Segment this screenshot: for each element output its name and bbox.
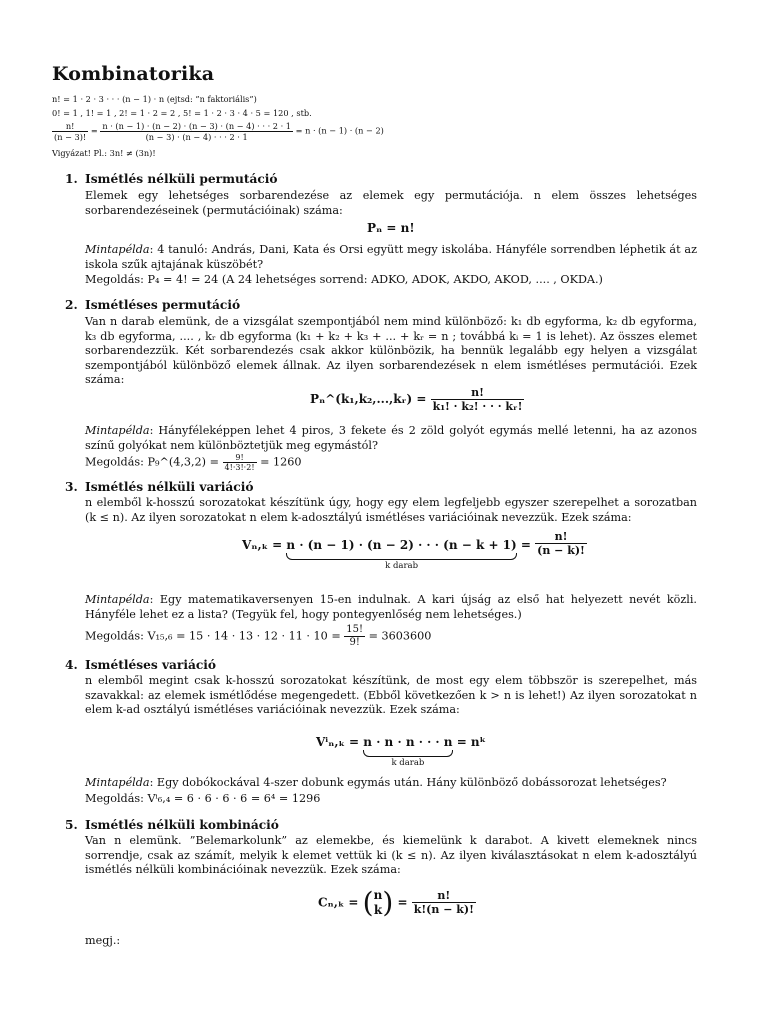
section-2-heading: 2. Ismétléses permutáció — [65, 298, 241, 312]
section-1-formula: Pₙ = n! — [367, 221, 415, 235]
section-5-formula: Cₙ,ₖ = ( n k ) = $\frac{n!}{k!(n - k)!}$ — [318, 886, 474, 919]
section-5-text: Van n elemünk. ”Belemarkolunk” az elemekbe, és kiemelünk k darabot. A kivett elemeknek nincs sorrendje, csak az számít, melyik k elemet vettük ki (k ≤ n). Az ilyen kiválasztásokat n elem k-adosztályú ismétlés nélküli kombinációinak nevezzük. Ezek száma: — [85, 834, 697, 877]
section-5-note: megj.: — [85, 934, 121, 947]
section-4-text: n elemből megint csak k-hosszú sorozatokat készítünk, de most egy elem többször is szerepelhet, más szavakkal: az elemek ismétlődése megengedett. (Ebből következően k > n is lehet!) Az ilyen sorozatokat n elem k-ad osztályú ismétléses variációinak nevezzük. Ezek száma: — [85, 674, 697, 717]
section-1-text: Elemek egy lehetséges sorbarendezése az elemek egy permutációja. n elem összes lehetséges sorbarendezéseinek (permutációinak) száma: — [85, 189, 697, 217]
section-2-example: Mintapélda: Hányféleképpen lehet 4 piros, 3 fekete és 2 zöld golyót egymás mellé letenni, ha az azonos színű golyókat nem különböztetjük meg egymástól? — [85, 424, 697, 452]
section-2-formula: Pₙ^(k₁,k₂,...,kᵣ) = $\frac{n!}{\text{k₁! · k₂! · · · kᵣ!}}$ — [310, 386, 523, 413]
section-5-heading: 5. Ismétlés nélküli kombináció — [65, 818, 279, 832]
section-1-example: Mintapélda: 4 tanuló: András, Dani, Kata és Orsi együtt megy iskolába. Hányféle sorrendben léphetik át az iskola szűk ajtajának küszöbét? — [85, 243, 697, 271]
section-4-formula: Vⁱₙ,ₖ = n · n · n · · · n k darab = nᵏ — [316, 735, 486, 768]
section-3-heading: 3. Ismétlés nélküli variáció — [65, 480, 254, 494]
section-3-solution: Megoldás: V₁₅,₆ = 15 · 14 · 13 · 12 · 11 · 10 = $\frac{15!}{9!}$ = 3603600 — [85, 624, 432, 648]
fraction-lhs: $\frac{n!}{(n - 3)!}$ — [54, 121, 87, 142]
section-4-example: Mintapélda: Egy dobókockával 4-szer dobunk egymás után. Hány különböző dobássorozat lehetséges? — [85, 776, 667, 789]
section-3-example: Mintapélda: Egy matematikaversenyen 15-en indulnak. A kari újság az első hat helyezett nevét közli. Hányféle lehet ez a lista? (Tegyük fel, hogy pontegyenlőség nem lehetséges.) — [85, 593, 697, 621]
section-2-text: Van n darab elemünk, de a vizsgálat szempontjából nem mind különböző: k₁ db egyforma, k₂ db egyforma, k₃ db egyforma, .... , kᵣ db egyforma (k₁ + k₂ + k₃ + ... + kᵣ = n ; továbbá kᵢ = 1 is lehet). Az összes elemet sorbarendezzük. Két sorbarendezés csak akkor különbözik, ha bennük legalább egy helyen a vizsgálat szempontjából különböző elemek állnak. Az ilyen sorbarendezések n elem ismétléses permutációi. Ezek száma: — [85, 315, 697, 387]
page-title: Kombinatorika — [52, 63, 215, 85]
fraction-mid: $\frac{n \cdot (n - 1) \cdot (n - 2) \cdot (n - 3) \cdot (n - 4) \cdot \cdot \cdot 2 \cdot 1}{(n - 3) \cdot (n - 4) \cdot \cdot \cdot 2 \cdot 1}$ — [102, 121, 292, 142]
warning-note: Vigyázat! Pl.: 3n! ≠ (3n)! — [52, 148, 156, 158]
factorial-examples: 0! = 1 , 1! = 1 , 2! = 1 · 2 = 2 , 5! = 1 · 2 · 3 · 4 · 5 = 120 , stb. — [52, 108, 312, 118]
section-4-heading: 4. Ismétléses variáció — [65, 658, 217, 672]
section-4-solution: Megoldás: Vⁱ₆,₄ = 6 · 6 · 6 · 6 = 6⁴ = 1296 — [85, 792, 321, 805]
factorial-definition: n! = 1 · 2 · 3 · · · (n − 1) · n (ejtsd: ”n faktoriális”) — [52, 94, 257, 104]
section-2-solution: Megoldás: P₉^(4,3,2) = $\frac{9!}{4!\cdot 3!\cdot 2!}$ = 1260 — [85, 453, 302, 472]
section-3-formula: Vₙ,ₖ = n · (n − 1) · (n − 2) · · · (n − k + 1) k darab = $\frac{n!}{(n - k)!}$ — [242, 530, 585, 571]
factorial-fraction-example: $\frac{n!}{(n - 3)!}$ = $\frac{n \cdot (n - 1) \cdot (n - 2) \cdot (n - 3) \cdot (n - 4) \cdot \cdot \cdot 2 \cdot 1}{(n - 3) \cdot (n - 4) \cdot \cdot \cdot 2 \cdot 1}$ = n · (n − 1) · (n − 2) — [54, 121, 384, 142]
section-1-solution: Megoldás: P₄ = 4! = 24 (A 24 lehetséges sorrend: ADKO, ADOK, AKDO, AKOD, .... , OKDA.) — [85, 273, 603, 286]
section-3-text: n elemből k-hosszú sorozatokat készítünk úgy, hogy egy elem legfeljebb egyszer szerepelhet a sorozatban (k ≤ n). Az ilyen sorozatokat n elem k-adosztályú ismétléses variációinak nevezzük. Ezek száma: — [85, 496, 697, 524]
section-1-heading: 1. Ismétlés nélküli permutáció — [65, 172, 278, 186]
